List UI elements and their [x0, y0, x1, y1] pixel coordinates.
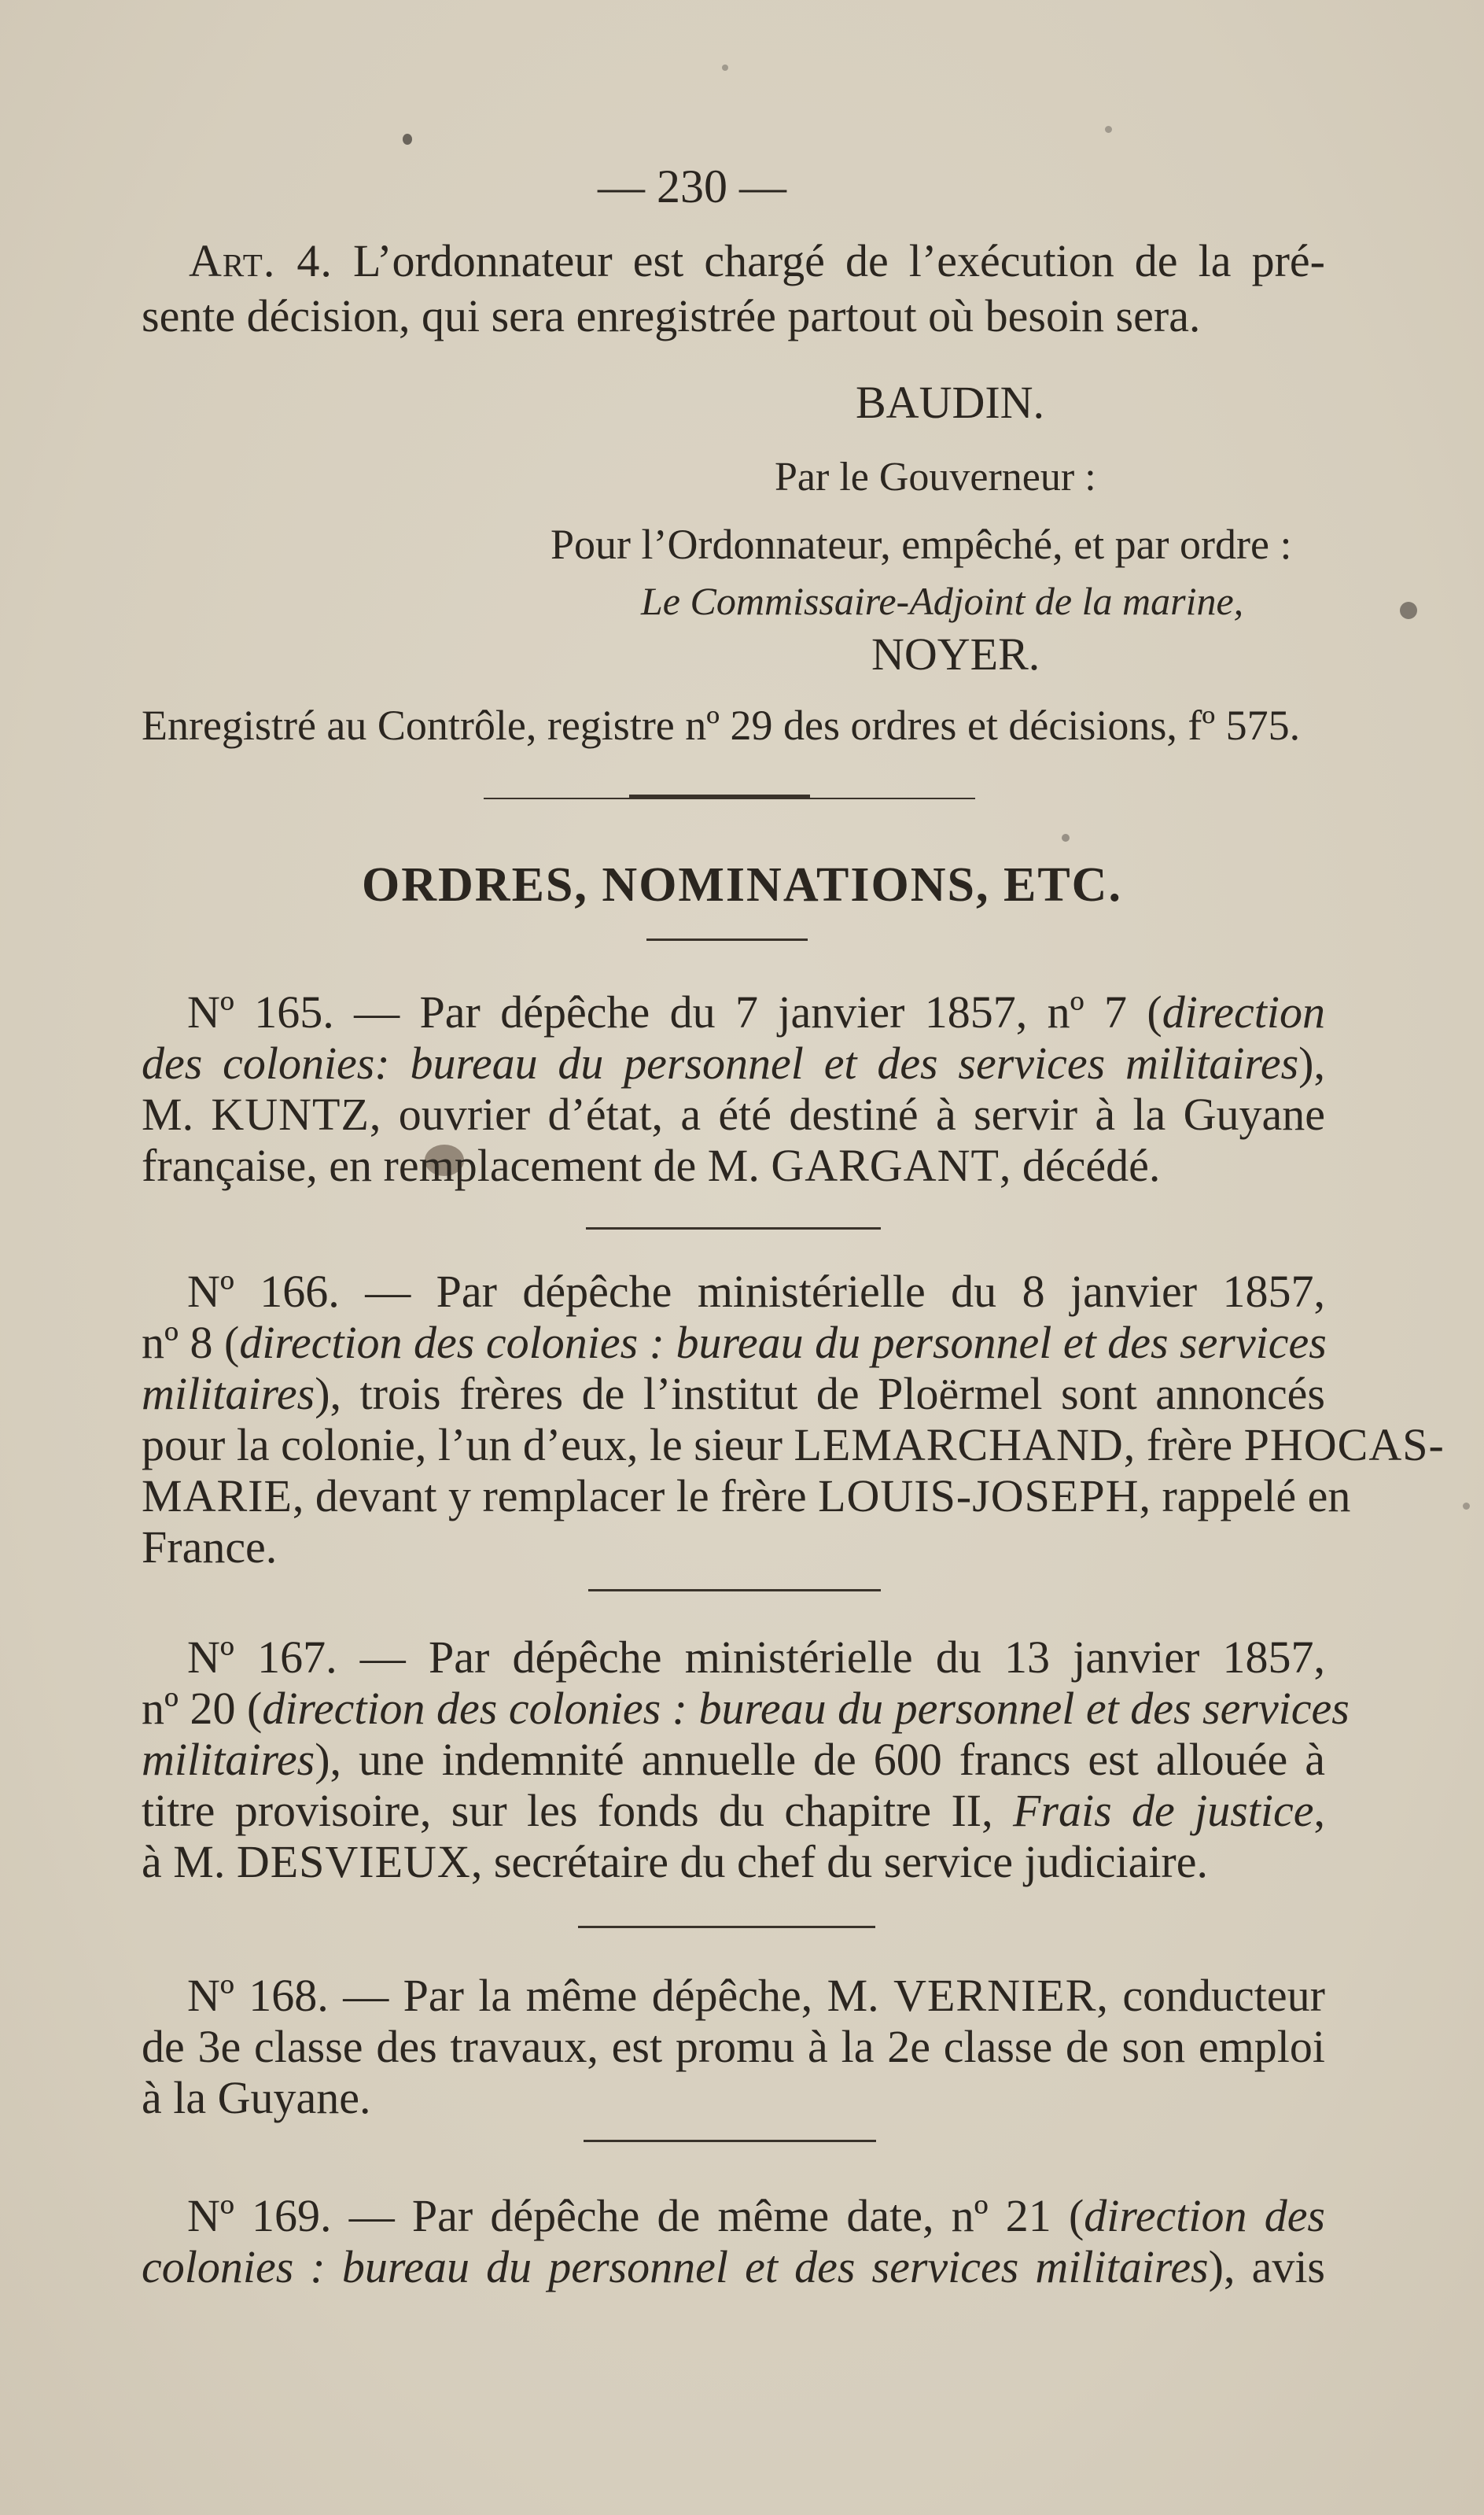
- article-4-line-2: sente décision, qui sera enregistrée partout où besoin sera.: [142, 290, 1201, 341]
- entry-separator: [588, 1589, 881, 1591]
- article-text: L’ordonnateur est chargé de l’exécution de la pré-: [353, 235, 1325, 286]
- entry-text: ),: [1298, 1038, 1325, 1089]
- entry-text: M.: [142, 1089, 212, 1140]
- person-name: VERNIER: [893, 1970, 1097, 2021]
- entry-line: [142, 1038, 1325, 1089]
- entry-line: [142, 1470, 1351, 1521]
- entry-italic: militaires: [142, 1734, 315, 1785]
- entry-line: [142, 1141, 1325, 1191]
- ink-speck: [1400, 602, 1417, 619]
- entry-line: France.: [142, 1521, 278, 1573]
- entry-line: [142, 1318, 1325, 1368]
- entry-line: [142, 2242, 1325, 2292]
- ink-speck: [403, 134, 412, 145]
- person-name: LEMARCHAND: [794, 1419, 1124, 1470]
- entry-italic: direction: [1162, 986, 1325, 1038]
- entry-line: [142, 1369, 1325, 1419]
- person-name: GARGANT: [771, 1140, 1000, 1191]
- entry-text: , frère: [1123, 1419, 1244, 1470]
- entry-text: , conducteur: [1096, 1970, 1325, 2021]
- entry-italic: direction des: [1084, 2190, 1326, 2241]
- entry-separator: [584, 2140, 876, 2142]
- entry-text: , secrétaire du chef du service judiciaire.: [470, 1836, 1208, 1887]
- entry-line: [142, 1419, 1445, 1470]
- article-label: Art. 4.: [189, 235, 333, 286]
- entry-text: , rappelé en: [1139, 1470, 1351, 1521]
- entry-italic: direction des colonies : bureau du personnel et des services: [262, 1683, 1350, 1734]
- entry-line: Nº 167. — Par dépêche ministérielle du 13 janvier 1857,: [187, 1632, 1325, 1683]
- entry-line: [142, 1683, 1350, 1734]
- person-name: PHOCAS-: [1243, 1419, 1445, 1470]
- signature-commissaire: Le Commissaire-Adjoint de la marine,: [641, 579, 1244, 623]
- entry-text: , décédé.: [999, 1140, 1161, 1191]
- signature-pour-ordonnateur: Pour l’Ordonnateur, empêché, et par ordre :: [551, 521, 1292, 568]
- article-4-line-1: [189, 236, 1325, 286]
- entry-line: Nº 166. — Par dépêche ministérielle du 8 janvier 1857,: [187, 1266, 1325, 1317]
- entry-line: [142, 1786, 1325, 1836]
- signature-par-le-gouverneur: Par le Gouverneur :: [775, 455, 1096, 500]
- ink-speck: [1463, 1503, 1470, 1510]
- entry-italic: des colonies: bureau du personnel et des services militaires: [142, 1038, 1299, 1089]
- divider-rule-thick: [629, 795, 810, 799]
- ink-speck: [1105, 126, 1112, 133]
- entry-text: ), une indemnité annuelle de 600 francs est allouée à: [315, 1734, 1325, 1785]
- entry-line: [187, 987, 1325, 1038]
- page-number: — 230 —: [598, 160, 786, 212]
- entry-separator: [586, 1227, 881, 1230]
- registration-text: Enregistré au Contrôle, registre nº 29 des ordres et décisions, fº 575.: [142, 702, 1301, 749]
- entry-text: ), avis: [1208, 2241, 1326, 2292]
- entry-text: ,: [1313, 1785, 1325, 1836]
- entry-italic: militaires: [142, 1368, 315, 1419]
- entry-text: ), trois frères de l’institut de Ploërmel sont annoncés: [315, 1368, 1325, 1419]
- entry-text: titre provisoire, sur les fonds du chapitre II,: [142, 1785, 1013, 1836]
- entry-text: pour la colonie, l’un d’eux, le sieur: [142, 1419, 794, 1470]
- person-name: DESVIEUX: [236, 1836, 471, 1887]
- person-name: LOUIS-JOSEPH: [818, 1470, 1140, 1521]
- signature-noyer: NOYER.: [871, 629, 1040, 680]
- ink-speck: [722, 65, 728, 71]
- entry-text: française, en remplacement de M.: [142, 1140, 771, 1191]
- entry-italic: colonies : bureau du personnel et des services militaires: [142, 2241, 1209, 2292]
- entry-line: à la Guyane.: [142, 2072, 371, 2123]
- entry-line: [142, 1837, 1325, 1887]
- person-name: MARIE: [142, 1470, 293, 1521]
- entry-line: [187, 1971, 1325, 2021]
- entry-text: Nº 169. — Par dépêche de même date, nº 21 (: [187, 2190, 1084, 2241]
- ink-speck: [1062, 834, 1070, 842]
- entry-text: nº 20 (: [142, 1683, 263, 1734]
- entry-separator: [578, 1926, 875, 1928]
- entry-text: à M.: [142, 1836, 237, 1887]
- entry-text: , devant y remplacer le frère: [292, 1470, 819, 1521]
- entry-text: Nº 165. — Par dépêche du 7 janvier 1857, nº 7 (: [187, 986, 1162, 1038]
- entry-text: nº 8 (: [142, 1317, 240, 1368]
- entry-text: , ouvrier d’état, a été destiné à servir à la Guyane: [369, 1089, 1325, 1140]
- section-title-underline: [646, 939, 808, 941]
- signature-name: BAUDIN.: [856, 377, 1045, 428]
- entry-italic: direction des colonies : bureau du personnel et des services: [239, 1317, 1327, 1368]
- entry-line: de 3e classe des travaux, est promu à la 2e classe de son emploi: [142, 2021, 1325, 2072]
- entry-line: [142, 1090, 1325, 1140]
- section-title: ORDRES, NOMINATIONS, ETC.: [362, 858, 1122, 912]
- entry-italic: Frais de justice: [1012, 1785, 1314, 1836]
- entry-text: Nº 168. — Par la même dépêche, M.: [187, 1970, 894, 2021]
- entry-line: [187, 2191, 1325, 2241]
- person-name: KUNTZ: [211, 1089, 370, 1140]
- entry-line: [142, 1735, 1325, 1785]
